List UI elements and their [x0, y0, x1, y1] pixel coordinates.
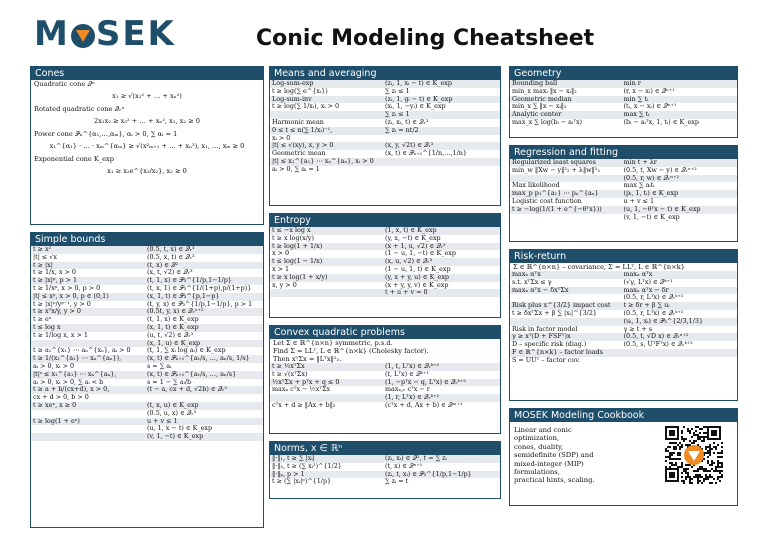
- expression-cell: |t|ˢ ≤ x₁^{a₁} ⋯ xₙ^{aₙ},: [33, 370, 117, 378]
- expression-cell: Geometric median: [512, 95, 572, 103]
- cone-description: Power cone 𝒫ₙ^{α₁,…,αₘ}, αᵢ > 0, ∑ αᵢ = 1: [34, 130, 178, 138]
- expression-cell: t ≥ |x|ᵖ/yᵖ⁻¹, y > 0: [33, 300, 91, 308]
- expression-cell: cx + d > 0, b > 0: [33, 394, 89, 402]
- expression-cell: t ≥ log(∑ 1/xᵢ), xᵢ > 0: [272, 103, 340, 111]
- table-row: [31, 379, 263, 387]
- conic-form-cell: min t + λr: [623, 159, 657, 166]
- conic-form-cell: (0.5, s, UᵀFᵀx) ∈ 𝒬ᵣᵏ⁺²: [623, 341, 693, 349]
- table-row: [31, 371, 263, 379]
- conic-form-cell: (x, 1, t) ∈ K_exp: [147, 323, 199, 331]
- table-row: [270, 166, 500, 174]
- conic-form-cell: (tᵢ, x − xᵢ) ∈ 𝒬ⁿ⁺¹: [623, 103, 677, 111]
- expression-cell: t ≥ a + b/(cx+d), x > 0,: [33, 386, 110, 394]
- conic-form-cell: (t, x, u) ∈ K_exp: [147, 401, 199, 409]
- table-row: [31, 254, 263, 262]
- regression-section: [509, 145, 738, 242]
- conic-form-cell: (cᵀx + d, Ax + b) ∈ 𝒬ᵐ⁺¹: [385, 401, 463, 409]
- table-row: [270, 150, 500, 158]
- conic-form-cell: (x, 1, t) ∈ 𝒫₃^{p,1−p}: [147, 292, 220, 300]
- conic-form-cell: (t, 1, ∑ xᵢ log aᵢ) ∈ K_exp: [147, 347, 226, 355]
- expression-cell: t ≤ log x: [33, 323, 61, 331]
- table-row: [31, 410, 263, 418]
- cookbook-description: [514, 426, 596, 485]
- conic-form-cell: (t, 1, x) ∈ 𝒫₃^{1/p,1−1/p}: [147, 277, 232, 285]
- expression-cell: t ≥ 1/log x, x > 1: [33, 331, 88, 339]
- expression-cell: t ≥ log(1 + eˣ): [33, 417, 80, 425]
- cone-equation: x₁^{α₁} · … · xₘ^{αₘ} ≥ √(x²ₘ₊₁ + … + xₙ²), x₁, …, xₘ ≥ 0: [49, 142, 245, 150]
- conic-form-cell: (uᵢ, 1, xᵢ) ∈ 𝒫₃^{2/3,1/3}: [623, 317, 704, 325]
- conic-form-cell: (0.5, r, w) ∈ 𝒬ᵣⁿ⁺²: [623, 174, 679, 182]
- expression-cell: [270, 394, 385, 402]
- expression-cell: ‖·‖₁, t ≥ ∑ |xᵢ|: [272, 455, 315, 462]
- table-row: [31, 285, 263, 293]
- table-row: [270, 478, 500, 486]
- table-row: [510, 175, 737, 183]
- cookbook-section: [509, 408, 738, 506]
- expression-cell: [31, 340, 147, 348]
- expression-cell: [510, 318, 624, 326]
- conic-form-cell: (y, x + y, u) ∈ K_exp: [385, 273, 450, 281]
- logo-o-icon: [71, 24, 95, 48]
- cookbook-line: semidefinite (SDP) and: [514, 451, 594, 460]
- table-row: [270, 80, 500, 88]
- conic-form-cell: (zᵢ, xᵢ) ∈ 𝒬², t = ∑ zᵢ: [385, 455, 447, 462]
- table-row: [510, 287, 737, 295]
- expression-cell: t ≥ xᵀx/y, y > 0: [33, 308, 81, 316]
- expression-cell: t ≥ 1/xᵖ, x > 0, p > 0: [33, 284, 101, 292]
- table-row: [270, 96, 500, 104]
- expression-cell: ‖·‖ₚ, p > 1: [272, 470, 305, 478]
- expression-cell: max_x ∑ log(bᵢ − aᵢᵀx): [512, 118, 583, 126]
- table-row: [31, 301, 263, 309]
- expression-cell: maxₓ αᵀx: [512, 271, 541, 278]
- expression-cell: t ≤ log(1 − 1/x): [272, 258, 323, 266]
- expression-cell: aᵢ > 0, xᵢ > 0, ∑ aᵢ < b: [33, 378, 104, 386]
- table-row: [510, 190, 737, 198]
- conic-form-cell: (r, x − xᵢ) ∈ 𝒬ⁿ⁺¹: [623, 87, 675, 95]
- conic-form-cell: (t − a, cx + d, √2b) ∈ 𝒬ᵣ³: [147, 386, 227, 394]
- expression-cell: Analytic center: [512, 111, 562, 119]
- expression-cell: [31, 425, 147, 433]
- table-row: [510, 182, 737, 190]
- table-row: [270, 394, 500, 402]
- conic-form-cell: (u, 1, −θᵀx − t) ∈ K_exp: [623, 205, 701, 213]
- conic-form-cell: (0.5, t, x) ∈ 𝒬ᵣ³: [147, 246, 195, 253]
- cookbook-line: Linear and conic: [514, 426, 572, 434]
- table-row: [270, 402, 500, 410]
- conic-form-cell: (x, 1, u) ∈ K_exp: [147, 339, 201, 347]
- expression-cell: max_p p₁^{a₁} ⋯ pₙ^{aₙ}: [512, 190, 599, 198]
- conic-form-cell: [147, 394, 263, 402]
- table-row: [270, 289, 500, 297]
- expression-cell: t ≥ (∑ |xᵢ|ᵖ)^{1/p}: [272, 478, 332, 486]
- conic-form-cell: (u, t, √2) ∈ 𝒬ᵣ³: [147, 331, 194, 339]
- expression-cell: [270, 289, 385, 297]
- expression-cell: Geometric mean: [272, 150, 326, 158]
- table-row: [31, 246, 263, 254]
- expression-cell: t ≥ x²: [33, 246, 52, 253]
- cone-equation: 2x₁x₂ ≥ x₃² + … + xₙ², x₁, x₂ ≥ 0: [94, 117, 200, 125]
- table-row: [31, 332, 263, 340]
- conic-form-cell: t ≥ δr + β ∑ uᵢ: [623, 302, 670, 310]
- conic-form-cell: (1 − u, 1, −t) ∈ K_exp: [385, 250, 456, 258]
- expression-cell: [31, 410, 147, 418]
- conic-form-cell: [624, 357, 738, 365]
- conic-form-cell: ∑ zᵢ = nt/2: [385, 126, 419, 134]
- risk-return-section: [509, 249, 738, 401]
- simple-bounds-title: Simple bounds: [31, 233, 263, 246]
- expression-cell: aᵢ > 0, xᵢ > 0: [33, 362, 75, 370]
- cone-description: Rotated quadratic cone 𝒬ᵣⁿ: [34, 105, 125, 113]
- table-row: [510, 349, 737, 357]
- cookbook-line: mixed-integer (MIP): [514, 459, 584, 468]
- column-2: [269, 66, 501, 506]
- cone-description: Exponential cone K_exp: [34, 155, 114, 163]
- conic-form-cell: (x, t) ∈ 𝒫ₙ₊₁^{1/n,…,1/n}: [385, 150, 467, 158]
- intro-text: Find Σ = LLᵀ, L ∈ ℝ^{n×k} (Cholesky factor).: [273, 347, 429, 355]
- conic-form-cell: (zᵢ, t, xᵢ) ∈ 𝒫₃^{1/p,1−1/p}: [385, 470, 472, 478]
- table-row: [270, 127, 500, 135]
- means-title: Means and averaging: [270, 67, 500, 80]
- conic-form-cell: u + v ≤ 1: [623, 197, 655, 205]
- conic-form-cell: (1, −pᵀx − q, Lᵀx) ∈ 𝒬ᵣᵏ⁺²: [385, 378, 466, 386]
- table-row: [31, 386, 263, 394]
- norms-title: Norms, x ∈ ℝⁿ: [270, 442, 500, 455]
- cookbook-line: practical hints, scaling.: [514, 476, 595, 485]
- table-row: [270, 371, 500, 379]
- column-3: [509, 66, 738, 513]
- conic-form-cell: (bᵢ − aᵢᵀx, 1, tᵢ) ∈ K_exp: [623, 118, 699, 126]
- convex-quadratic-section: [269, 325, 501, 434]
- expression-cell: maxₓ αᵀx − δxᵀΣx: [512, 286, 569, 294]
- table-row: [270, 266, 500, 274]
- cone-equation: x₁ ≥ x₂e^{x₃/x₂}, x₂ ≥ 0: [107, 167, 187, 175]
- expression-cell: aᵢ > 0, ∑ aᵢ = 1: [272, 165, 320, 173]
- expression-cell: t ≥ √(xᵀΣx): [272, 370, 308, 378]
- table-row: [270, 119, 500, 127]
- column-1: [30, 66, 264, 535]
- table-row: [270, 103, 500, 111]
- conic-form-cell: ∑ zᵢ ≤ 1: [385, 111, 410, 119]
- table-row: [510, 103, 737, 111]
- table-row: [31, 425, 263, 433]
- table-row: [270, 243, 500, 251]
- cone-description: Quadratic cone 𝒬ⁿ: [34, 80, 95, 88]
- conic-form-cell: (x, t) ∈ 𝒫ₙ₊₁^{a₁/s, …, aₙ/s, 1/s}: [147, 355, 250, 363]
- conic-form-cell: (0.5t, y, x) ∈ 𝒬ᵣⁿ⁺²: [147, 308, 204, 316]
- table-row: [510, 198, 737, 206]
- conic-form-cell: max ∑ aᵢtᵢ: [623, 182, 655, 190]
- expression-cell: |t| ≤ x₁^{a₁} ⋯ xₙ^{aₙ}, xᵢ > 0: [272, 157, 374, 165]
- expression-cell: [510, 175, 624, 183]
- table-row: [510, 310, 737, 318]
- norms-section: [269, 441, 501, 499]
- table-row: [510, 88, 737, 96]
- page-title: Conic Modeling Cheatsheet: [256, 26, 595, 51]
- conic-form-cell: (x + y, y, v) ∈ K_exp: [385, 281, 449, 289]
- conic-form-cell: (x + 1, u, √2) ∈ 𝒬ᵣ³: [385, 242, 446, 250]
- convex-quadratic-title: Convex quadratic problems: [270, 326, 500, 339]
- conic-form-cell: (t, x) ∈ 𝒬ⁿ⁺¹: [385, 462, 423, 470]
- expression-cell: t ≥ x log(1 + x/y): [272, 273, 328, 281]
- table-row: [270, 386, 500, 394]
- expression-cell: t ≥ log(∑ e^{xᵢ}): [272, 87, 328, 95]
- conic-form-cell: s = ∑ aᵢ: [147, 362, 172, 370]
- conic-form-cell: (x, t) ∈ 𝒫ₙ₊₁^{a₁/s, …, aₙ/s}: [147, 370, 237, 378]
- table-row: [31, 262, 263, 270]
- table-row: [510, 318, 737, 326]
- table-row: [270, 379, 500, 387]
- expression-cell: x > 0: [272, 250, 290, 258]
- expression-cell: t ≥ log(1 + 1/x): [272, 242, 323, 250]
- conic-form-cell: maxₓ αᵀx: [623, 271, 653, 278]
- conic-form-cell: t + u + v = 0: [385, 289, 428, 297]
- expression-cell: [510, 294, 624, 302]
- conic-form-cell: (t, x) ∈ 𝒬²: [147, 261, 179, 269]
- table-row: [270, 250, 500, 258]
- entropy-title: Entropy: [270, 214, 500, 227]
- conic-form-cell: max ∑ tᵢ: [623, 111, 650, 119]
- expression-cell: S = UUᵀ – factor cov.: [512, 356, 581, 364]
- table-row: [31, 293, 263, 301]
- conic-form-cell: [385, 158, 500, 166]
- table-row: [31, 347, 263, 355]
- means-section: [269, 66, 501, 206]
- conic-form-cell: (t, 1, x) ∈ K_exp: [147, 316, 199, 324]
- expression-cell: min_x maxᵢ ‖x − xᵢ‖₂: [512, 87, 577, 95]
- conic-form-cell: (x, u, √2) ∈ 𝒬ᵣ³: [385, 258, 433, 266]
- expression-cell: |t| ≤ xᵖ, x > 0, p ∈ (0,1): [33, 292, 109, 300]
- regression-title: Regression and fitting: [510, 146, 737, 159]
- conic-form-cell: min r: [623, 80, 641, 87]
- expression-cell: min_x ∑ ‖x − xᵢ‖₂: [512, 103, 567, 111]
- header: [0, 0, 768, 60]
- conic-form-cell: (x, y, √2t) ∈ 𝒬ᵣ³: [385, 142, 434, 150]
- table-row: [31, 277, 263, 285]
- intro-text: Let Σ ∈ ℝ^{n×n} symmetric, p.s.d.: [273, 339, 393, 347]
- table-row: [31, 316, 263, 324]
- expression-cell: t ≥ a₁^{x₁} ⋯ aₙ^{xₙ}, aᵢ > 0: [33, 347, 131, 355]
- table-row: [270, 274, 500, 282]
- expression-cell: Log-sum-exp: [272, 80, 314, 87]
- expression-cell: cᵀx + d ≥ ‖Ax + b‖₂: [272, 401, 336, 409]
- table-row: [31, 394, 263, 402]
- expression-cell: Bounding ball: [512, 80, 558, 87]
- conic-form-cell: (0.5, r, Lᵀx) ∈ 𝒬ᵣᵏ⁺²: [623, 294, 684, 302]
- table-row: [510, 357, 737, 365]
- conic-form-cell: min ∑ tᵢ: [623, 95, 649, 103]
- expression-cell: 0 ≤ t ≤ n(∑ 1/xᵢ)⁻¹,: [272, 126, 333, 134]
- conic-form-cell: (zᵢ, 1, gᵢ − t) ∈ K_exp: [385, 95, 453, 103]
- mosek-logo: M SEK: [34, 14, 176, 54]
- conic-form-cell: (t, x, 1) ∈ 𝒫₃^{1/(1+p),p/(1+p)}: [147, 284, 252, 292]
- table-row: [270, 282, 500, 290]
- simple-bounds-section: [30, 232, 264, 528]
- expression-cell: t ≥ |x|ᵖ, p > 1: [33, 277, 78, 285]
- table-row: [510, 119, 737, 127]
- table-row: [31, 308, 263, 316]
- table-row: [510, 294, 737, 302]
- conic-form-cell: [624, 349, 738, 357]
- expression-cell: Risk plus x^{3/2} impact cost: [512, 302, 611, 310]
- cookbook-title: MOSEK Modeling Cookbook: [510, 409, 737, 422]
- cones-title: Cones: [31, 67, 263, 80]
- conic-form-cell: maxₓ,ᵣ cᵀx − r: [385, 386, 430, 394]
- table-row: [31, 355, 263, 363]
- table-row: [510, 333, 737, 341]
- geometry-section: [509, 66, 738, 138]
- table-row: [270, 158, 500, 166]
- table-row: [510, 326, 737, 334]
- table-row: [510, 271, 737, 279]
- expression-cell: Regularized least squares: [512, 159, 596, 166]
- cookbook-line: cones, duality,: [514, 442, 564, 451]
- expression-cell: Log-sum-inv: [272, 95, 312, 103]
- table-row: [510, 159, 737, 167]
- qr-code-icon[interactable]: [665, 426, 723, 484]
- table-row: [510, 206, 737, 214]
- expression-cell: s.t. xᵀΣx ≤ γ: [512, 278, 552, 286]
- expression-cell: [510, 214, 624, 222]
- conic-form-cell: (0.5, t, Xw − y) ∈ 𝒬ᵣⁿ⁺²: [623, 166, 697, 174]
- conic-form-cell: (0.5, x, t) ∈ 𝒬ᵣ³: [147, 253, 195, 261]
- table-row: [31, 324, 263, 332]
- intro-text: Then xᵀΣx = ‖Lᵀx‖²₂.: [273, 355, 342, 363]
- conic-form-cell: (0.5, u, x) ∈ 𝒬ᵣ³: [147, 409, 197, 417]
- geometry-title: Geometry: [510, 67, 737, 80]
- expression-cell: ‖·‖₂, t ≥ (∑ xᵢ²)^{1/2}: [272, 462, 342, 470]
- conic-form-cell: (zᵢ, 1, xᵢ − t) ∈ K_exp: [385, 80, 452, 87]
- conic-form-cell: s = 1 − ∑ aᵢ/b: [147, 378, 192, 386]
- expression-cell: t ≥ −log(1/(1 + e^{−θᵀx})): [512, 205, 602, 213]
- conic-form-cell: (0.5, t, √D x) ∈ 𝒬ᵣⁿ⁺²: [623, 333, 689, 341]
- table-row: [31, 269, 263, 277]
- conic-form-cell: (1 − u, 1, t) ∈ K_exp: [385, 265, 451, 273]
- table-row: [31, 340, 263, 348]
- conic-form-cell: ∑ zᵢ = t: [385, 478, 409, 486]
- conic-form-cell: (t, y, x) ∈ 𝒫₃^{1/p,1−1/p}, p > 1: [147, 300, 253, 308]
- expression-cell: t ≥ x log(x/y): [272, 234, 314, 242]
- table-row: [270, 455, 500, 463]
- expression-cell: |t| ≤ √x: [33, 253, 57, 261]
- table-row: [270, 463, 500, 471]
- expression-cell: t ≥ eˣ: [33, 316, 52, 324]
- expression-cell: t ≥ 1/x, x > 0: [33, 269, 76, 277]
- conic-form-cell: (pᵢ, 1, tᵢ) ∈ K_exp: [623, 190, 679, 198]
- conic-form-cell: u + v ≤ 1: [147, 417, 178, 425]
- conic-form-cell: γ ≥ t + s: [623, 325, 653, 333]
- expression-cell: D – specific risk (diag.): [512, 341, 587, 349]
- expression-cell: [270, 111, 385, 119]
- conic-form-cell: (0.5, r, Lᵀx) ∈ 𝒬ᵣᵏ⁺²: [623, 309, 684, 317]
- table-row: [270, 363, 500, 371]
- table-row: [31, 433, 263, 441]
- table-row: [31, 363, 263, 371]
- conic-form-cell: (1, x, t) ∈ K_exp: [385, 227, 437, 234]
- expression-cell: t ≤ −x log x: [272, 227, 311, 234]
- table-row: [270, 111, 500, 119]
- conic-form-cell: (√γ, Lᵀx) ∈ 𝒬ᵏ⁺¹: [623, 278, 673, 286]
- table-row: [510, 302, 737, 310]
- conic-form-cell: (x, t, √2) ∈ 𝒬ᵣ³: [147, 269, 193, 277]
- conic-form-cell: (y, x, −t) ∈ K_exp: [385, 234, 441, 242]
- cookbook-line: optimization,: [514, 434, 560, 443]
- expression-cell: t ≥ δxᵀΣx + β ∑ |xᵢ|^{3/2}: [512, 309, 597, 317]
- conic-form-cell: (t, Lᵀx) ∈ 𝒬ᵏ⁺¹: [385, 370, 429, 378]
- expression-cell: t ≥ 1/(x₁^{a₁} ⋯ xₙ^{aₙ}),: [33, 355, 122, 363]
- conic-form-cell: maxₓ αᵀx − δr: [623, 286, 669, 294]
- table-row: [510, 341, 737, 349]
- entropy-section: [269, 213, 501, 318]
- table-row: [270, 135, 500, 143]
- expression-cell: [31, 433, 147, 441]
- table-row: [510, 279, 737, 287]
- expression-cell: F ∈ ℝ^{n×k} – factor loads: [512, 348, 603, 356]
- table-row: [270, 258, 500, 266]
- expression-cell: Max likelihood: [512, 182, 560, 190]
- table-row: [270, 235, 500, 243]
- cones-section: [30, 66, 264, 225]
- table-row: [510, 167, 737, 175]
- expression-cell: t ≥ xeˣ, x ≥ 0: [33, 401, 77, 409]
- table-row: [31, 402, 263, 410]
- table-row: [270, 471, 500, 479]
- conic-form-cell: (v, 1, −t) ∈ K_exp: [623, 213, 680, 221]
- table-row: [270, 227, 500, 235]
- expression-cell: t ≥ ½xᵀΣx: [272, 363, 305, 370]
- table-row: [270, 142, 500, 150]
- conic-form-cell: (xᵢ, 1, −yᵢ) ∈ K_exp: [385, 103, 446, 111]
- expression-cell: |t| ≤ √(xy), x, y > 0: [272, 142, 334, 150]
- expression-cell: x, y > 0: [272, 281, 297, 289]
- expression-cell: t ≥ |x|: [33, 261, 53, 269]
- conic-form-cell: (zᵢ, xᵢ, t) ∈ 𝒬ᵣ³: [385, 118, 429, 126]
- expression-cell: ½xᵀΣx + pᵀx + q ≤ 0: [272, 378, 340, 386]
- cone-equation: x₁ ≥ √(x₂² + … + xₙ²): [112, 92, 182, 100]
- intro-text: Σ ∈ ℝ^{n×n} – covariance, Σ = LLᵀ, L ∈ ℝ^{n×k}: [513, 263, 685, 271]
- table-row: [510, 214, 737, 222]
- expression-cell: x > 1: [272, 265, 290, 273]
- cookbook-line: formulations,: [514, 468, 560, 477]
- risk-return-title: Risk-return: [510, 250, 737, 263]
- expression-cell: Logistic cost function: [512, 197, 582, 205]
- conic-form-cell: (v, 1, −t) ∈ K_exp: [147, 433, 204, 441]
- table-row: [270, 88, 500, 96]
- expression-cell: xᵢ > 0: [272, 134, 291, 142]
- conic-form-cell: [385, 166, 500, 174]
- table-row: [510, 80, 737, 88]
- expression-cell: Risk in factor model: [512, 325, 578, 333]
- expression-cell: γ ≥ xᵀ(D + FSFᵀ)x: [512, 333, 571, 341]
- conic-form-cell: (1, t, Lᵀx) ∈ 𝒬ᵣᵏ⁺²: [385, 363, 440, 370]
- table-row: [510, 111, 737, 119]
- table-row: [31, 418, 263, 426]
- conic-form-cell: (u, 1, x − t) ∈ K_exp: [147, 425, 213, 433]
- table-row: [510, 96, 737, 104]
- conic-form-cell: [385, 135, 500, 143]
- expression-cell: Harmonic mean: [272, 118, 324, 126]
- conic-form-cell: ∑ zᵢ ≤ 1: [385, 87, 410, 95]
- expression-cell: maxₓ cᵀx − ½xᵀΣx: [272, 386, 331, 394]
- expression-cell: min_w ‖Xw − y‖²₂ + λ‖w‖²₂: [512, 166, 600, 174]
- conic-form-cell: (1, r, Lᵀx) ∈ 𝒬ᵣᵏ⁺²: [385, 394, 439, 402]
